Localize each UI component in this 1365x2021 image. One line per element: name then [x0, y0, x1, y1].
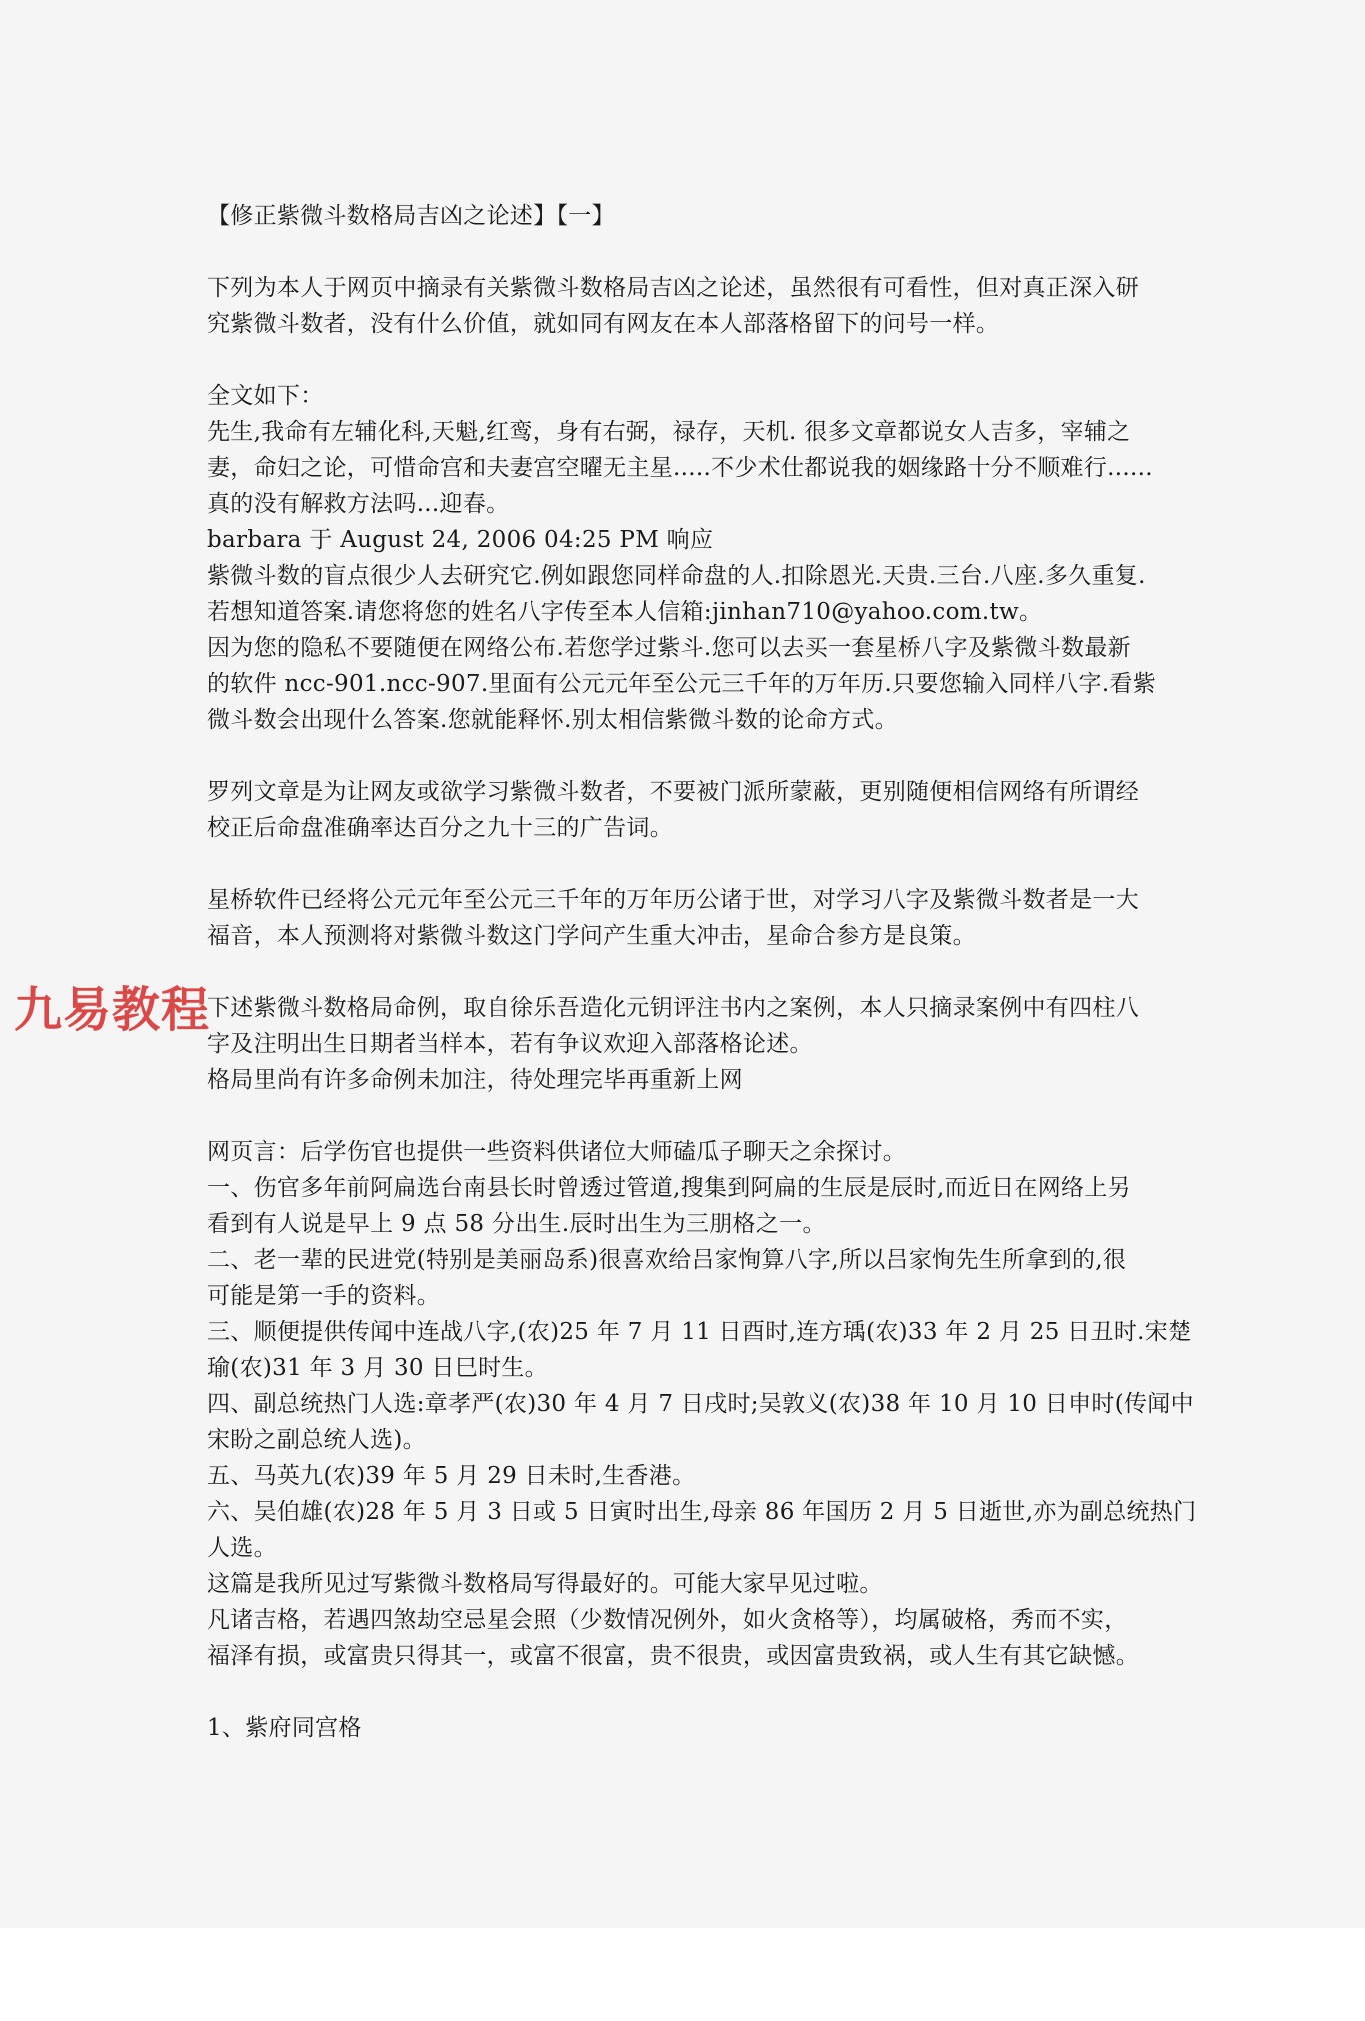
document-content	[207, 198, 1197, 1746]
comment-line: 福泽有损，或富贵只得其一，或富不很富，贵不很贵，或因富贵致祸，或人生有其它缺憾。	[207, 1643, 1139, 1669]
document-title	[207, 198, 1162, 234]
intro-paragraph	[207, 270, 1162, 342]
text-line: 下列为本人于网页中摘录有关紫微斗数格局吉凶之论述，虽然很有可看性，但对真正深入研	[207, 275, 1139, 301]
question-line: 先生,我命有左辅化科,天魁,红鸾，身有右弼，禄存，天机. 很多文章都说女人吉多，宰辅之	[207, 419, 1131, 445]
comment-line: 六、吴伯雄(农)28 年 5 月 3 日或 5 日寅时出生,母亲 86 年国历 2 月 5 日逝世,亦为副总统热门	[207, 1499, 1197, 1525]
fulltext-section	[207, 378, 1162, 738]
section-heading-text: 1、紫府同宫格	[207, 1715, 362, 1741]
reply-line: 紫微斗数的盲点很少人去研究它.例如跟您同样命盘的人.扣除恩光.天贵.三台.八座.多久重复.	[207, 563, 1146, 589]
reply-line: 因为您的隐私不要随便在网络公布.若您学过紫斗.您可以去买一套星桥八字及紫微斗数最新	[207, 635, 1131, 661]
software-paragraph	[207, 882, 1162, 954]
fulltext-label: 全文如下：	[207, 383, 324, 409]
text-line: 字及注明出生日期者当样本，若有争议欢迎入部落格论述。	[207, 1031, 813, 1057]
reply-line: 若想知道答案.请您将您的姓名八字传至本人信箱:jinhan710@yahoo.com.tw。	[207, 599, 1043, 625]
text-line: 校正后命盘准确率达百分之九十三的广告词。	[207, 815, 673, 841]
comment-line: 二、老一辈的民进党(特别是美丽岛系)很喜欢给吕家恂算八字,所以吕家恂先生所拿到的,很	[207, 1247, 1127, 1273]
reply-line: 的软件 ncc-901.ncc-907.里面有公元元年至公元三千年的万年历.只要您输入同样八字.看紫	[207, 671, 1157, 697]
text-line: 格局里尚有许多命例未加注，待处理完毕再重新上网	[207, 1067, 743, 1093]
title-text: 【修正紫微斗数格局吉凶之论述】【一】	[207, 203, 615, 229]
comment-line: 宋盼之副总统人选)。	[207, 1427, 426, 1453]
reply-line: 微斗数会出现什么答案.您就能释怀.别太相信紫微斗数的论命方式。	[207, 707, 898, 733]
text-line: 下述紫微斗数格局命例，取自徐乐吾造化元钥评注书内之案例，本人只摘录案例中有四柱八	[207, 995, 1139, 1021]
text-line: 星桥软件已经将公元元年至公元三千年的万年历公诸于世，对学习八字及紫微斗数者是一大	[207, 887, 1139, 913]
cases-paragraph	[207, 990, 1162, 1098]
comment-line: 五、马英九(农)39 年 5 月 29 日未时,生香港。	[207, 1463, 696, 1489]
question-line: 妻，命妇之论，可惜命宫和夫妻宫空曜无主星.....不少术仕都说我的姻缘路十分不顺难行......	[207, 455, 1153, 481]
question-line: 真的没有解救方法吗...迎春。	[207, 491, 510, 517]
web-comment-section	[207, 1134, 1197, 1674]
comment-line: 人选。	[207, 1535, 277, 1561]
text-line: 究紫微斗数者，没有什么价值，就如同有网友在本人部落格留下的问号一样。	[207, 311, 1000, 337]
comment-line: 凡诸吉格，若遇四煞劫空忌星会照（少数情况例外，如火贪格等），均属破格，秀而不实，	[207, 1607, 1128, 1633]
comment-line: 三、顺便提供传闻中连战八字,(农)25 年 7 月 11 日酉时,连方瑀(农)33 年 2 月 25 日丑时.宋楚	[207, 1319, 1192, 1345]
reply-header: barbara 于 August 24, 2006 04:25 PM 响应	[207, 527, 714, 553]
section-heading	[207, 1710, 1162, 1746]
comment-line: 可能是第一手的资料。	[207, 1283, 440, 1309]
comment-line: 瑜(农)31 年 3 月 30 日巳时生。	[207, 1355, 548, 1381]
comment-line: 网页言：后学伤官也提供一些资料供诸位大师磕瓜子聊天之余探讨。	[207, 1139, 906, 1165]
watermark-logo: 九易教程	[14, 982, 211, 1038]
list-purpose-paragraph	[207, 774, 1162, 846]
comment-line: 这篇是我所见过写紫微斗数格局写得最好的。可能大家早见过啦。	[207, 1571, 883, 1597]
text-line: 罗列文章是为让网友或欲学习紫微斗数者，不要被门派所蒙蔽，更别随便相信网络有所谓经	[207, 779, 1139, 805]
comment-line: 四、副总统热门人选:章孝严(农)30 年 4 月 7 日戌时;吴敦义(农)38 年 10 月 10 日申时(传闻中	[207, 1391, 1194, 1417]
comment-line: 看到有人说是早上 9 点 58 分出生.辰时出生为三朋格之一。	[207, 1211, 826, 1237]
comment-line: 一、伤官多年前阿扁选台南县长时曾透过管道,搜集到阿扁的生辰是辰时,而近日在网络上另	[207, 1175, 1131, 1201]
text-line: 福音，本人预测将对紫微斗数这门学问产生重大冲击，星命合参方是良策。	[207, 923, 976, 949]
